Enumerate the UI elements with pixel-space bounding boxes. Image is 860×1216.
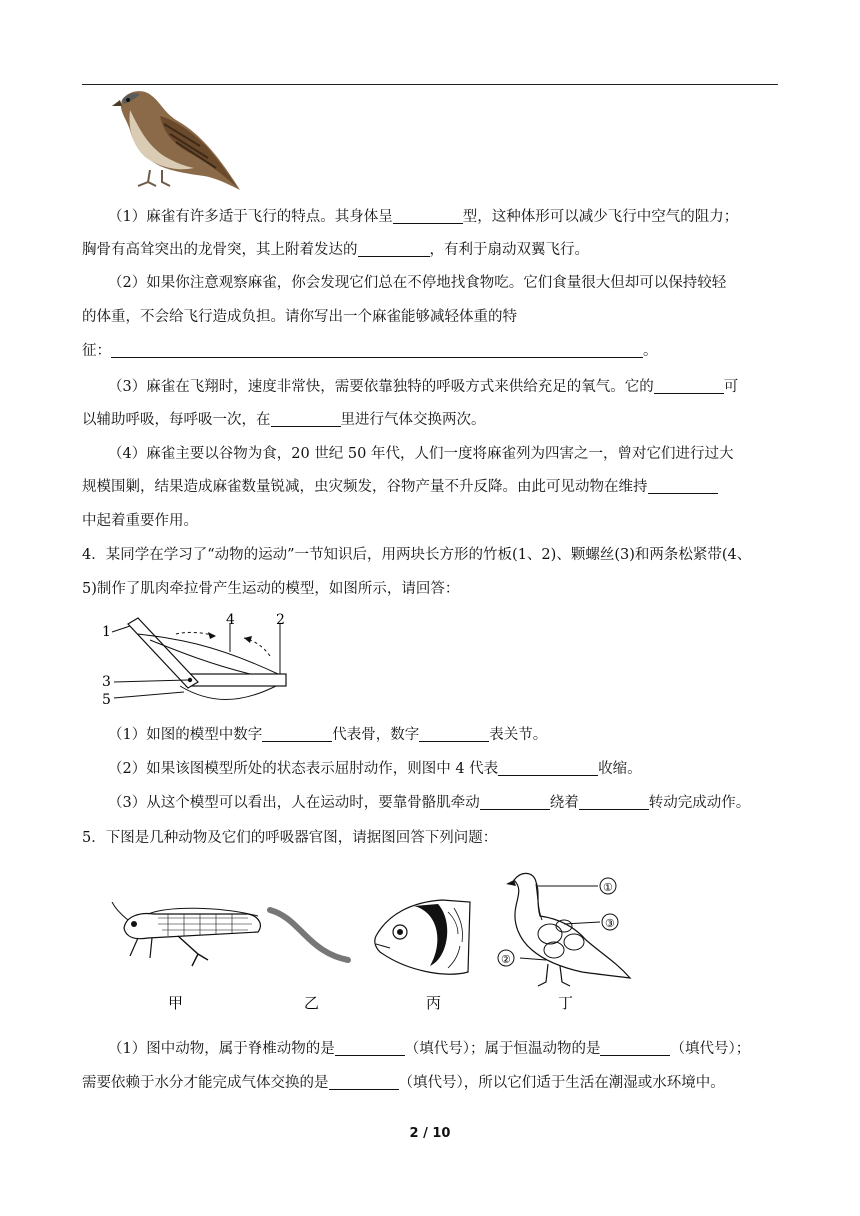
q5-sub1-line2: 需要依赖于水分才能完成气体交换的是 （填代号），所以它们适于生活在潮湿或水环境中。 <box>82 1075 725 1091</box>
q4-sub2: （2）如果该图模型所处的状态表示屈肘动作，则图中 4 代表 收缩。 <box>108 761 642 777</box>
q3-part4-line2: 规模围剿，结果造成麻雀数量锐减，虫灾频发，谷物产量不升反降。由此可见动物在维持 <box>82 477 782 497</box>
bird-mark-1: ① <box>603 881 613 894</box>
q3-part1-line2: 胸骨有高耸突出的龙骨突，其上附着发达的 ，有利于扇动双翼飞行。 <box>82 242 589 258</box>
caption-ding: 丁 <box>558 994 574 1012</box>
muscle-model-diagram <box>100 612 300 708</box>
diagram-label-5: 5 <box>102 692 111 708</box>
page-number: 2 / 10 <box>409 1126 451 1141</box>
diagram-label-3: 3 <box>102 674 111 690</box>
caption-yi: 乙 <box>304 994 320 1012</box>
answer-blank[interactable] <box>335 1040 405 1056</box>
q3-part3-line1: （3）麻雀在飞翔时，速度非常快，需要依靠独特的呼吸方式来供给充足的氧气。它的 可 <box>108 379 739 395</box>
answer-blank[interactable] <box>329 1074 399 1090</box>
q5-sub1-line1: （1）图中动物，属于脊椎动物的是 （填代号）；属于恒温动物的是 （填代号）； <box>108 1041 751 1057</box>
caption-jia: 甲 <box>168 994 184 1012</box>
answer-blank[interactable] <box>419 726 489 742</box>
diagram-label-1: 1 <box>102 624 111 640</box>
answer-blank[interactable] <box>111 342 643 358</box>
q3-part2-line3: 征： 。 <box>82 343 658 359</box>
q3-part2-line1: （2）如果你注意观察麻雀，你会发现它们总在不停地找食物吃。它们食量很大但却可以保持较轻 <box>108 275 727 291</box>
answer-blank[interactable] <box>579 794 649 810</box>
q4-sub1: （1）如图的模型中数字 代表骨，数字 表关节。 <box>108 727 548 743</box>
q3-part4-line1: （4）麻雀主要以谷物为食，20 世纪 50 年代，人们一度将麻雀列为四害之一，曾对它们进行过大 <box>108 446 734 462</box>
answer-blank[interactable] <box>262 726 332 742</box>
respiratory-organs-figure <box>108 862 648 1020</box>
answer-blank[interactable] <box>600 1040 670 1056</box>
diagram-label-4: 4 <box>226 612 235 628</box>
q3-part1-line1: （1）麻雀有许多适于飞行的特点。其身体呈 型，这种体形可以减少飞行中空气的阻力； <box>108 209 739 225</box>
diagram-label-2: 2 <box>276 612 285 628</box>
q4-stem-line2: 5)制作了肌肉牵拉骨产生运动的模型，如图所示，请回答： <box>82 581 460 597</box>
grasshopper-figure <box>112 902 260 966</box>
q5-stem: 5．下图是几种动物及它们的呼吸器官图，请据图回答下列问题： <box>82 830 498 846</box>
q3-part4-line3: 中起着重要作用。 <box>82 513 198 529</box>
answer-blank[interactable] <box>480 794 550 810</box>
answer-blank[interactable] <box>654 378 724 394</box>
q4-sub3: （3）从这个模型可以看出，人在运动时，要靠骨骼肌牵动 绕着 转动完成动作。 <box>108 795 751 811</box>
q3-part3-line2: 以辅助呼吸，每呼吸一次，在 里进行气体交换两次。 <box>82 412 486 428</box>
bird-respiratory-figure <box>498 873 630 986</box>
bird-mark-3: ③ <box>605 917 615 930</box>
answer-blank[interactable] <box>393 208 463 224</box>
earthworm-figure <box>270 910 348 960</box>
caption-bing: 丙 <box>426 994 442 1012</box>
header-rule <box>82 84 778 85</box>
bird-mark-2: ② <box>501 953 511 966</box>
sparrow-figure <box>104 86 248 194</box>
q4-stem-line1: 4．某同学在学习了“动物的运动”一节知识后，用两块长方形的竹板(1、2)、颗螺丝(3)和两条松紧带(4、 <box>82 547 752 563</box>
fish-head-figure <box>375 900 470 974</box>
answer-blank[interactable] <box>498 760 598 776</box>
answer-blank[interactable] <box>358 241 430 257</box>
q3-part2-line2: 的体重，不会给飞行造成负担。请你写出一个麻雀能够减轻体重的特 <box>82 309 517 325</box>
answer-blank[interactable] <box>271 411 341 427</box>
answer-blank[interactable] <box>648 478 718 494</box>
